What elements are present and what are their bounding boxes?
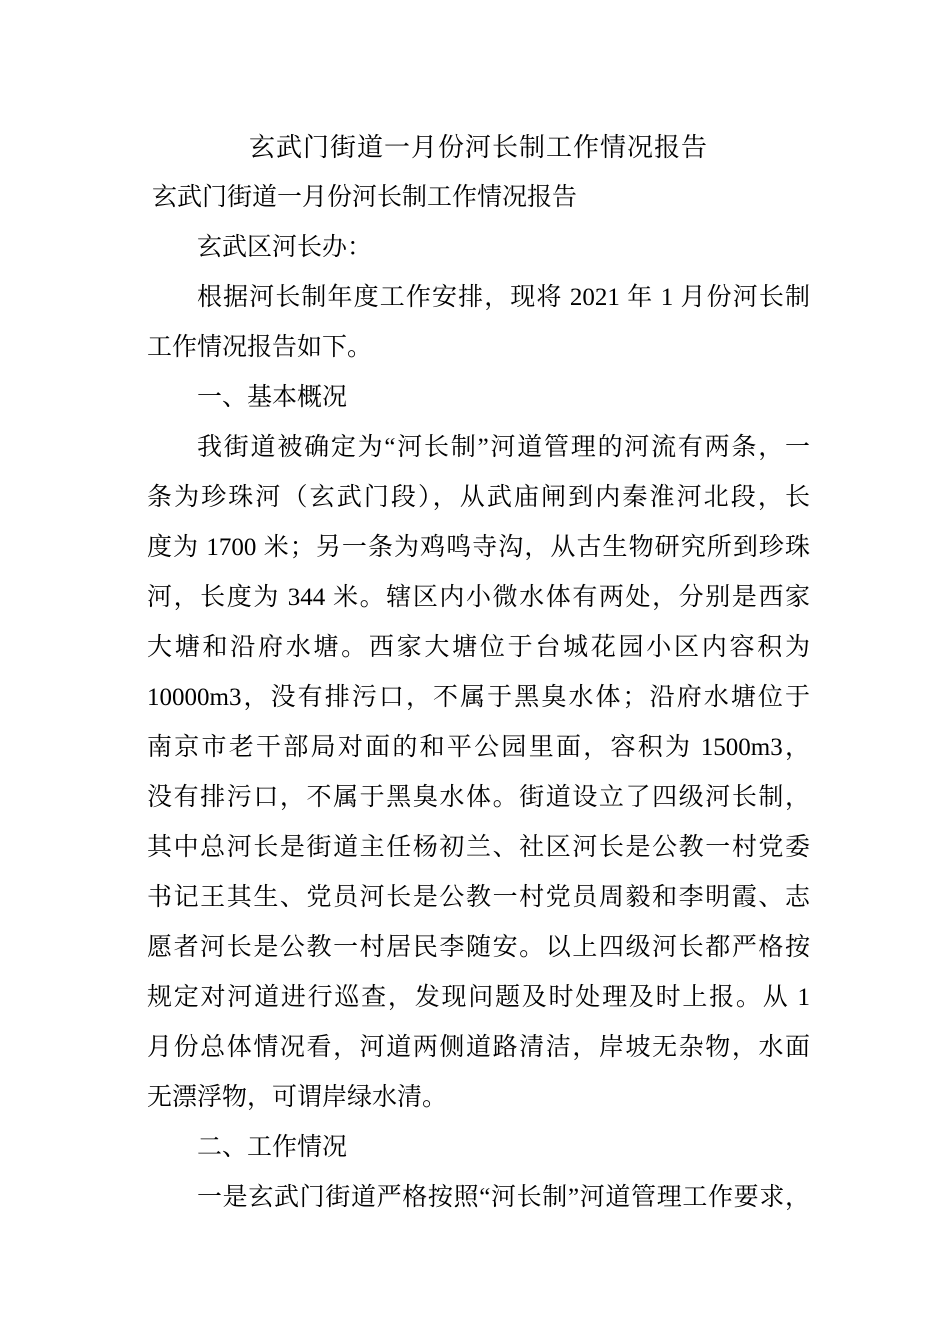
- document-line: 无漂浮物，可谓岸绿水清。: [147, 1084, 448, 1111]
- section-heading-1: 一、基本概况: [197, 384, 348, 411]
- document-line: 10000m3，没有排污口，不属于黑臭水体；沿府水塘位于: [147, 684, 810, 711]
- document-line: 河，长度为 344 米。辖区内小微水体有两处，分别是西家: [147, 584, 810, 611]
- salutation-line: 玄武区河长办：: [197, 234, 373, 261]
- document-line: 愿者河长是公教一村居民李随安。以上四级河长都严格按: [147, 934, 810, 961]
- document-line: 根据河长制年度工作安排，现将 2021 年 1 月份河长制: [197, 284, 810, 311]
- document-line: 书记王其生、党员河长是公教一村党员周毅和李明霞、志: [147, 884, 810, 911]
- document-line: 月份总体情况看，河道两侧道路清洁，岸坡无杂物，水面: [147, 1034, 810, 1061]
- document-line: 一是玄武门街道严格按照“河长制”河道管理工作要求，: [197, 1184, 810, 1211]
- document-line: 南京市老干部局对面的和平公园里面，容积为 1500m3，: [147, 734, 810, 761]
- document-line: 工作情况报告如下。: [147, 334, 373, 361]
- document-line: 规定对河道进行巡查，发现问题及时处理及时上报。从 1: [147, 984, 810, 1011]
- section-heading-2: 二、工作情况: [197, 1134, 348, 1161]
- document-line: 大塘和沿府水塘。西家大塘位于台城花园小区内容积为: [147, 634, 810, 661]
- document-line: 我街道被确定为“河长制”河道管理的河流有两条，一: [197, 434, 810, 461]
- document-line: 其中总河长是街道主任杨初兰、社区河长是公教一村党委: [147, 834, 810, 861]
- document-title: 玄武门街道一月份河长制工作情况报告: [248, 133, 708, 162]
- document-line: 度为 1700 米；另一条为鸡鸣寺沟，从古生物研究所到珍珠: [147, 534, 810, 561]
- document-line: 条为珍珠河（玄武门段），从武庙闸到内秦淮河北段，长: [147, 484, 810, 511]
- document-subtitle: 玄武门街道一月份河长制工作情况报告: [152, 184, 578, 211]
- document-line: 没有排污口，不属于黑臭水体。街道设立了四级河长制，: [147, 784, 810, 811]
